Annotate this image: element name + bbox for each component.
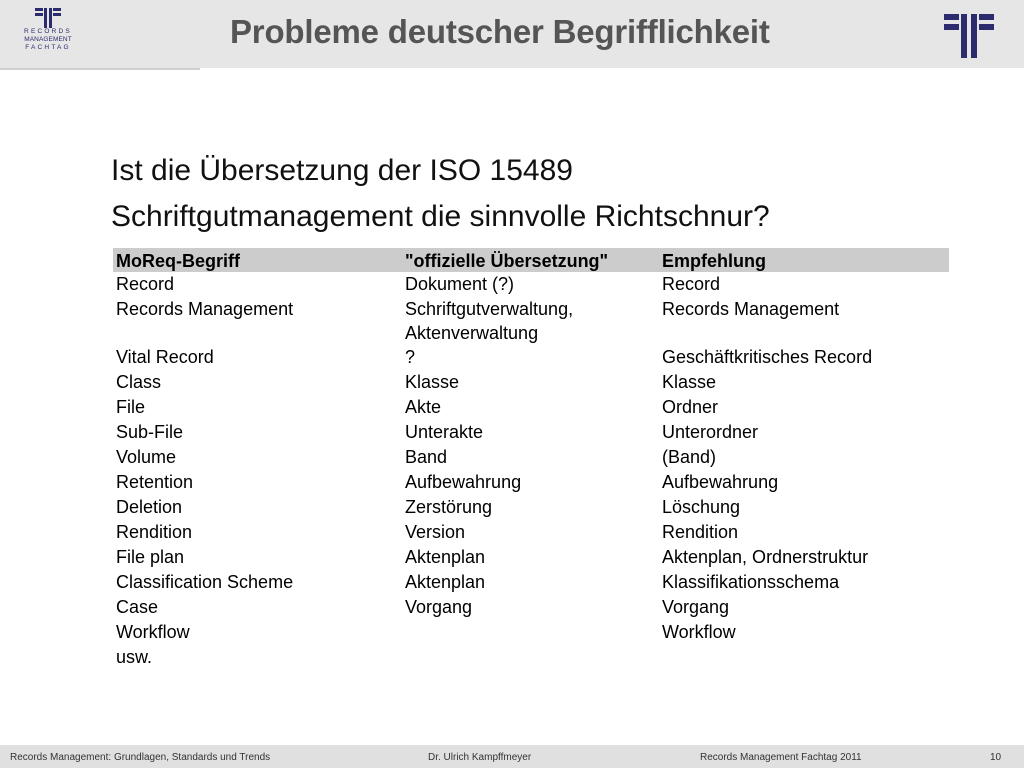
cell-recommendation: Klassifikationsschema (662, 572, 840, 592)
cell-moreq-term: Vital Record (116, 347, 214, 367)
table-row (113, 395, 949, 420)
cell-recommendation: Geschäftkritisches Record (662, 347, 873, 367)
cell-moreq-term: Class (116, 372, 162, 392)
cell-official-translation: Version (405, 522, 466, 542)
question-line-1: Ist die Übersetzung der ISO 15489 (111, 154, 573, 187)
footer-event-subtitle: Records Management: Grundlagen, Standards und Trends (10, 752, 271, 763)
cell-recommendation: Records Management (662, 299, 840, 319)
cell-moreq-term: Records Management (116, 299, 294, 319)
page-title: Probleme deutscher Begrifflichkeit (230, 13, 770, 50)
cell-official-translation: Aufbewahrung (405, 472, 522, 492)
logo-text-line-2: MANAGEMENT (24, 36, 72, 43)
table-row (113, 345, 949, 370)
cell-official-translation: Klasse (405, 372, 460, 392)
column-header-recommendation: Empfehlung (662, 251, 766, 271)
cell-recommendation: Löschung (662, 497, 741, 517)
cell-recommendation: Vorgang (662, 597, 730, 617)
cell-moreq-term: Workflow (116, 622, 190, 642)
cell-moreq-term: Sub-File (116, 422, 184, 442)
table-row (113, 470, 949, 495)
table-row (113, 520, 949, 545)
cell-moreq-term: Classification Scheme (116, 572, 294, 592)
cell-recommendation: Workflow (662, 622, 736, 642)
table-row (113, 495, 949, 520)
cell-moreq-term: Record (116, 274, 175, 294)
cell-official-translation: Zerstörung (405, 497, 493, 517)
records-management-logo (8, 8, 88, 62)
cell-official-translation: Akte (405, 397, 442, 417)
cell-recommendation: Record (662, 274, 721, 294)
cell-recommendation: (Band) (662, 447, 717, 467)
cell-recommendation: Unterordner (662, 422, 759, 442)
cell-official-translation: Schriftgutverwaltung, Aktenverwaltung (405, 299, 574, 343)
table-row (113, 645, 949, 670)
cell-official-translation: Vorgang (405, 597, 473, 617)
terminology-table (113, 248, 949, 670)
table-header-row (113, 248, 949, 272)
column-header-official-translation: "offizielle Übersetzung" (405, 251, 609, 271)
question-line-2: Schriftgutmanagement die sinnvolle Richtschnur? (111, 200, 770, 233)
question-heading (111, 148, 770, 240)
logo-mark-right-icon (944, 14, 994, 58)
table-row (113, 272, 949, 297)
table-row (113, 445, 949, 470)
table-row (113, 545, 949, 570)
logo-text-line-3: FACHTAG (25, 44, 71, 51)
cell-moreq-term: Case (116, 597, 159, 617)
table-row (113, 620, 949, 645)
logo-text-line-1: RECORDS (24, 28, 72, 35)
page-number: 10 (990, 752, 1002, 763)
footer-event-name: Records Management Fachtag 2011 (700, 752, 862, 763)
cell-moreq-term: Deletion (116, 497, 183, 517)
cell-official-translation: Dokument (?) (405, 274, 515, 294)
cell-official-translation (402, 620, 659, 645)
cell-moreq-term: usw. (116, 647, 153, 667)
table-row (113, 570, 949, 595)
header-underline (0, 68, 200, 70)
cell-moreq-term: File (116, 397, 146, 417)
cell-recommendation: Klasse (662, 372, 717, 392)
cell-official-translation: Band (405, 447, 448, 467)
cell-moreq-term: Volume (116, 447, 177, 467)
footer-bar (0, 745, 1024, 768)
cell-moreq-term: Rendition (116, 522, 193, 542)
table-row (113, 595, 949, 620)
cell-official-translation: Aktenplan (405, 572, 486, 592)
cell-moreq-term: Retention (116, 472, 194, 492)
cell-official-translation: Aktenplan (405, 547, 486, 567)
cell-official-translation: ? (405, 347, 416, 367)
table-row (113, 420, 949, 445)
header-bar (0, 0, 1024, 68)
cell-recommendation (659, 645, 949, 670)
table-row (113, 370, 949, 395)
cell-recommendation: Aufbewahrung (662, 472, 779, 492)
cell-recommendation: Rendition (662, 522, 739, 542)
table-body (113, 272, 949, 670)
footer-author: Dr. Ulrich Kampffmeyer (428, 752, 532, 763)
column-header-moreq: MoReq-Begriff (116, 251, 240, 271)
cell-recommendation: Aktenplan, Ordnerstruktur (662, 547, 869, 567)
cell-official-translation (402, 645, 659, 670)
logo-mark-icon (35, 8, 61, 28)
cell-moreq-term: File plan (116, 547, 185, 567)
cell-recommendation: Ordner (662, 397, 719, 417)
table-row (113, 297, 949, 345)
cell-official-translation: Unterakte (405, 422, 484, 442)
